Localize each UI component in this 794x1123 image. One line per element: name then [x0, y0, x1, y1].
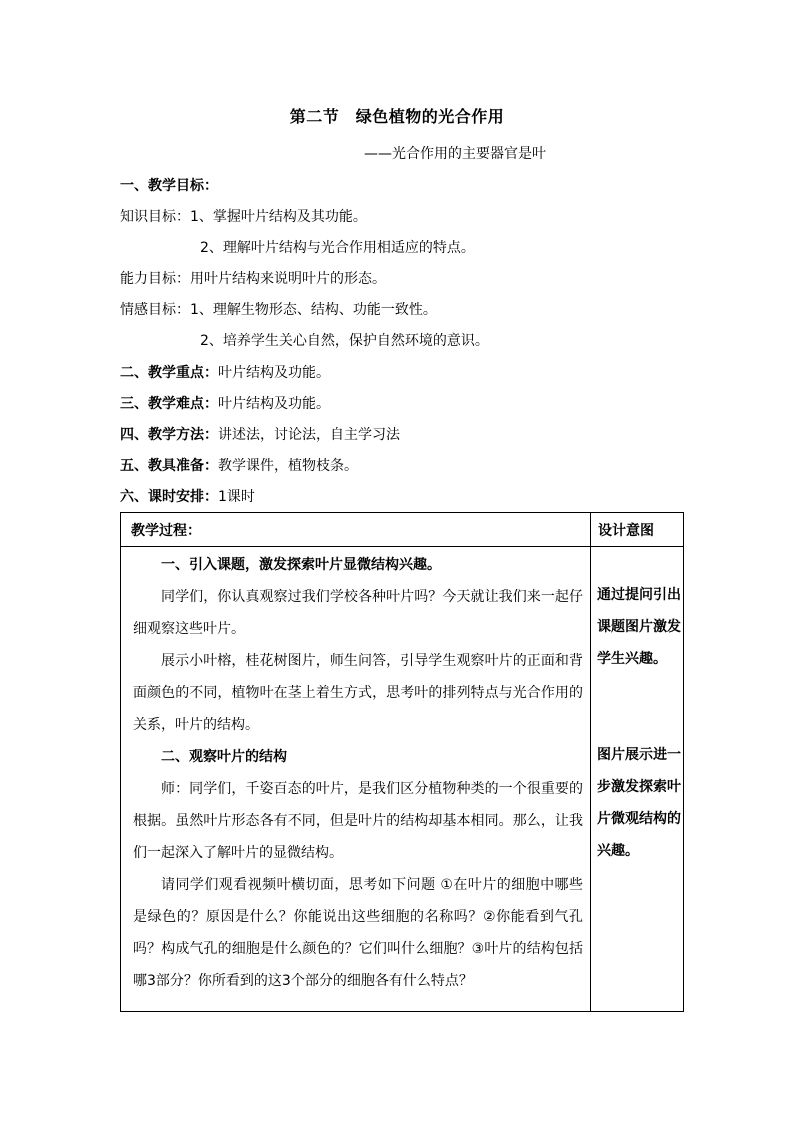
ability-label: 能力目标：	[120, 271, 190, 287]
knowledge-text-1: 1、掌握叶片结构及其功能。	[190, 209, 367, 225]
emotion-objective-2: 2、培养学生关心自然，保护自然环境的意识。	[200, 333, 489, 349]
key-value: 叶片结构及功能。	[218, 365, 330, 381]
section1-paragraph-2: 展示小叶榕，桂花树图片，师生问答，引导学生观察叶片的正面和背面颜色的不同，植物叶在茎上着生方式，思考叶的排列特点与光合作用的关系，叶片的结构。	[133, 653, 583, 733]
tools-label: 五、教具准备：	[120, 458, 218, 474]
section2-paragraph-1: 师：同学们，千姿百态的叶片，是我们区分植物种类的一个很重要的根据。虽然叶片形态各有不同，但是叶片的结构却基本相同。那么，让我们一起深入了解叶片的显微结构。	[133, 781, 583, 861]
knowledge-objective-2: 2、理解叶片结构与光合作用相适应的特点。	[200, 240, 475, 256]
key-point	[120, 363, 330, 383]
difficulty-label: 三、教学难点：	[120, 396, 218, 412]
knowledge-objective-1	[120, 207, 367, 227]
schedule-label: 六、课时安排：	[120, 489, 218, 505]
section1-heading: 一、引入课题，激发探索叶片显微结构兴趣。	[161, 557, 441, 573]
section1-paragraph-1: 同学们，你认真观察过我们学校各种叶片吗？今天就让我们来一起仔细观察这些叶片。	[133, 589, 583, 637]
ability-objective	[120, 269, 386, 289]
teaching-process-table	[120, 512, 684, 1012]
design-intent-1: 通过提问引出课题图片激发学生兴趣。	[597, 587, 681, 667]
objectives-heading: 一、教学目标：	[120, 178, 218, 194]
table-header-process: 教学过程：	[131, 523, 201, 539]
section2-paragraph-2: 请同学们观看视频叶横切面，思考如下问题 ①在叶片的细胞中哪些是绿色的？原因是什么？你能说出这些细胞的名称吗？②你能看到气孔吗？构成气孔的细胞是什么颜色的？它们叫什么细胞？③叶片的结构包括哪3部分？你所看到的这3个部分的细胞各有什么特点？	[133, 877, 583, 989]
method-value: 讲述法，讨论法，自主学习法	[218, 427, 400, 443]
table-column-divider	[590, 513, 591, 1011]
ability-text: 用叶片结构来说明叶片的形态。	[190, 271, 386, 287]
difficulty-value: 叶片结构及功能。	[218, 396, 330, 412]
process-content	[133, 549, 583, 997]
emotion-objective-1	[120, 300, 437, 320]
emotion-label: 情感目标：	[120, 302, 190, 318]
document-subtitle: ——光合作用的主要器官是叶	[364, 146, 546, 162]
teaching-tools	[120, 456, 358, 476]
schedule-value: 1课时	[218, 489, 255, 505]
key-label: 二、教学重点：	[120, 365, 218, 381]
section2-heading: 二、观察叶片的结构	[161, 749, 287, 765]
teaching-method	[120, 425, 400, 445]
emotion-text-1: 1、理解生物形态、结构、功能一致性。	[190, 302, 437, 318]
difficulty-point	[120, 394, 330, 414]
document-title: 第二节 绿色植物的光合作用	[289, 107, 505, 126]
table-header-divider	[121, 546, 683, 547]
design-intent-2: 图片展示进一步激发探索叶片微观结构的兴趣。	[597, 747, 681, 859]
knowledge-label: 知识目标：	[120, 209, 190, 225]
tools-value: 教学课件，植物枝条。	[218, 458, 358, 474]
class-schedule	[120, 487, 255, 507]
table-header-intent: 设计意图	[598, 523, 654, 539]
method-label: 四、教学方法：	[120, 427, 218, 443]
